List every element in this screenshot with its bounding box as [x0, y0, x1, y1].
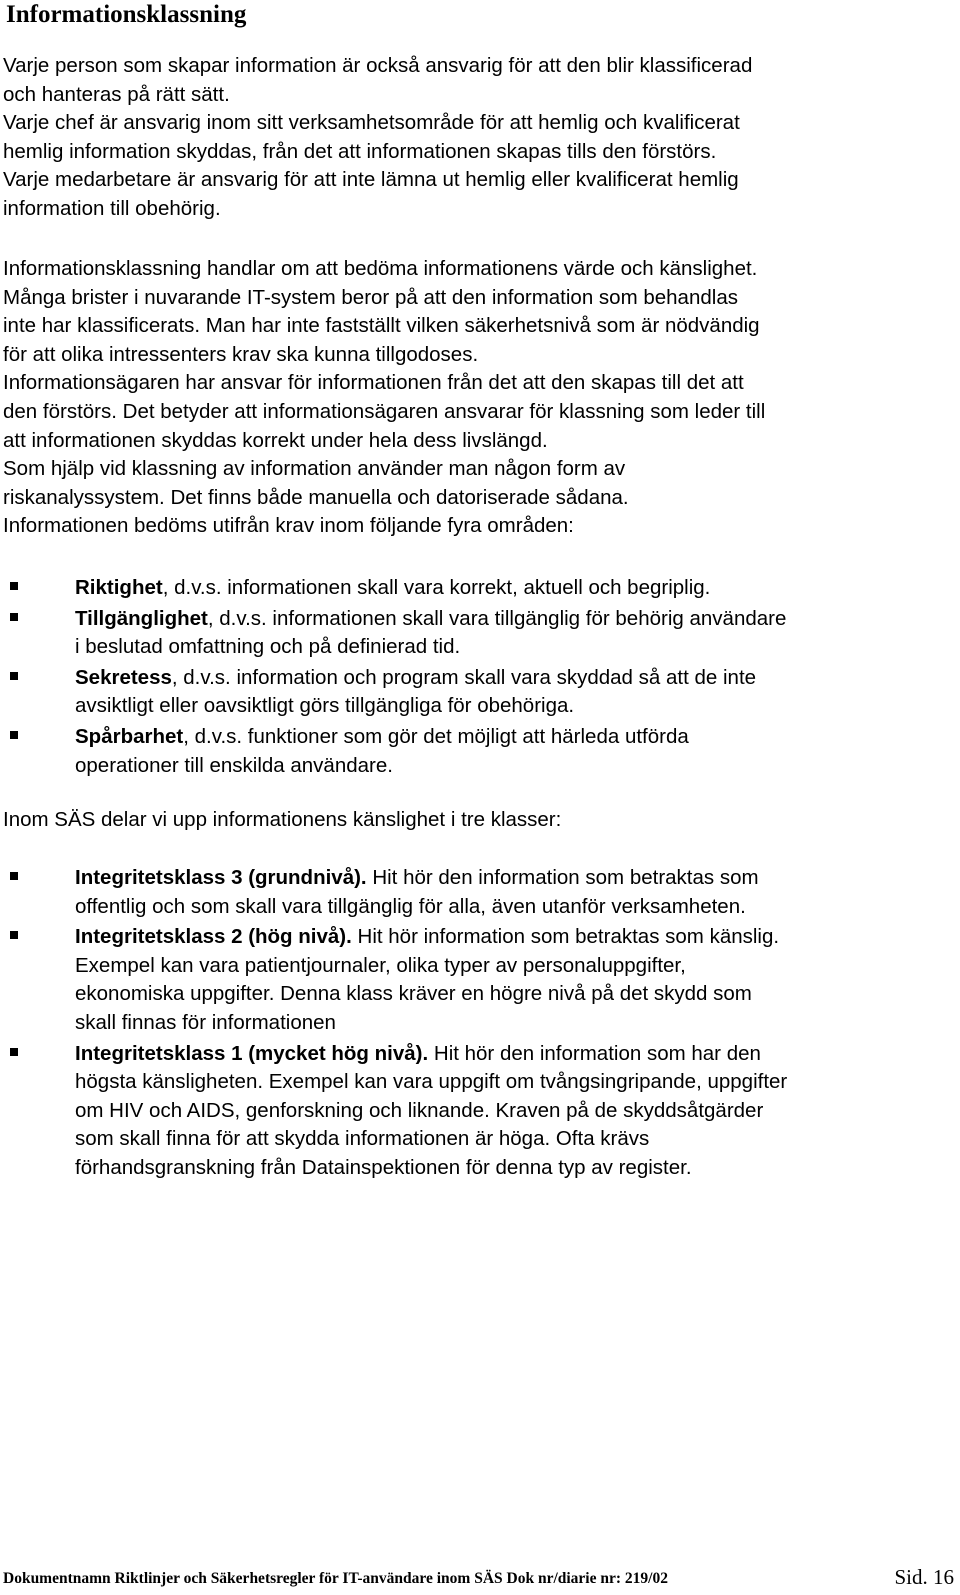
areas-list [0, 574, 958, 780]
term: Integritetsklass 1 (mycket hög nivå). [75, 1041, 429, 1065]
term-description: , d.v.s. information och program skall vara skyddad så att de inte avsiktligt eller oavsiktligt görs tillgängliga för obehöriga. [75, 665, 757, 718]
footer-document-name: Dokumentnamn Riktlinjer och Säkerhetsregler för IT-användare inom SÄS Dok nr/diarie nr: 219/02 [3, 1570, 668, 1587]
list-item-riktighet [0, 574, 958, 603]
term: Riktighet [75, 576, 163, 599]
term: Sekretess [75, 665, 172, 689]
list-item-integritetsklass-2 [0, 923, 958, 1037]
classes-list [0, 864, 958, 1183]
paragraph-responsibility: Varje person som skapar information är också ansvarig för att den blir klassificerad och hanteras på rätt sätt. Varje chef är ansvarig inom sitt verksamhetsområde för att hemlig och kvalificerat hemlig information skyddas, från det att informationen skapas tills den förstörs. Varje medarbetare är ansvarig för att inte lämna ut hemlig eller kvalificerat hemlig information till obehörig. [3, 54, 753, 220]
bullet-icon [10, 872, 18, 880]
term: Tillgänglighet [75, 606, 208, 630]
term: Integritetsklass 2 (hög nivå). [75, 925, 352, 949]
term-description: Hit hör den information som betraktas som offentlig och som skall vara tillgänglig för alla, även utanför verksamheten. [75, 866, 759, 918]
term-description: , d.v.s. funktioner som gör det möjligt att härleda utförda operationer till enskilda användare. [75, 724, 689, 777]
term-description: , d.v.s. informationen skall vara tillgänglig för behörig användare i beslutad omfattning och på definierad tid. [75, 606, 787, 659]
term-description: Hit hör information som betraktas som känslig. Exempel kan vara patientjournaler, olika typer av personaluppgifter, ekonomiska uppgifter. Denna klass kräver en högre nivå på det skydd som skall finnas för informationen [75, 925, 780, 1034]
bullet-icon [10, 613, 18, 621]
list-item-sparbarhet [0, 723, 958, 780]
paragraph-classes-intro: Inom SÄS delar vi upp informationens känslighet i tre klasser: [3, 808, 562, 831]
term: Integritetsklass 3 (grundnivå). [75, 866, 367, 889]
list-item-integritetsklass-1 [0, 1040, 958, 1183]
list-item-integritetsklass-3 [0, 864, 958, 921]
page-number: Sid. 16 [894, 1565, 954, 1589]
bullet-icon [10, 582, 18, 590]
bullet-icon [10, 1048, 18, 1056]
page-footer [3, 1560, 954, 1590]
term-description: Hit hör den information som har den högsta känsligheten. Exempel kan vara uppgift om tvångsingripande, uppgifter om HIV och AIDS, genforskning och liknande. Kraven på de skyddsåtgärder som skall finna för att skydda informationen är höga. Ofta krävs förhandsgranskning från Datainspektionen för denna typ av register. [75, 1041, 788, 1179]
list-item-sekretess [0, 664, 958, 721]
bullet-icon [10, 731, 18, 739]
bullet-icon [10, 931, 18, 939]
list-item-tillganglighet [0, 605, 958, 662]
term-description: , d.v.s. informationen skall vara korrekt, aktuell och begriplig. [162, 576, 711, 599]
term: Spårbarhet [75, 724, 184, 748]
bullet-icon [10, 672, 18, 680]
paragraph-classification: Informationsklassning handlar om att bedöma informationens värde och känslighet. Många brister i nuvarande IT-system beror på att den information som behandlas inte har klassificerats. Man har inte fastställt vilken säkerhetsnivå som är nödvändig för att olika intressenters krav ska kunna tillgodoses. Informationsägaren har ansvar för informationen från det att den skapas till det att den förstörs. Det betyder att informationsägaren ansvarar för klassning som leder till att informationen skyddas korrekt under hela dess livslängd. Som hjälp vid klassning av information använder man någon form av riskanalyssystem. Det finns både manuella och datoriserade sådana. Informationen bedöms utifrån krav inom följande fyra områden: [3, 257, 766, 538]
page-title: Informationsklassning [6, 1, 247, 28]
